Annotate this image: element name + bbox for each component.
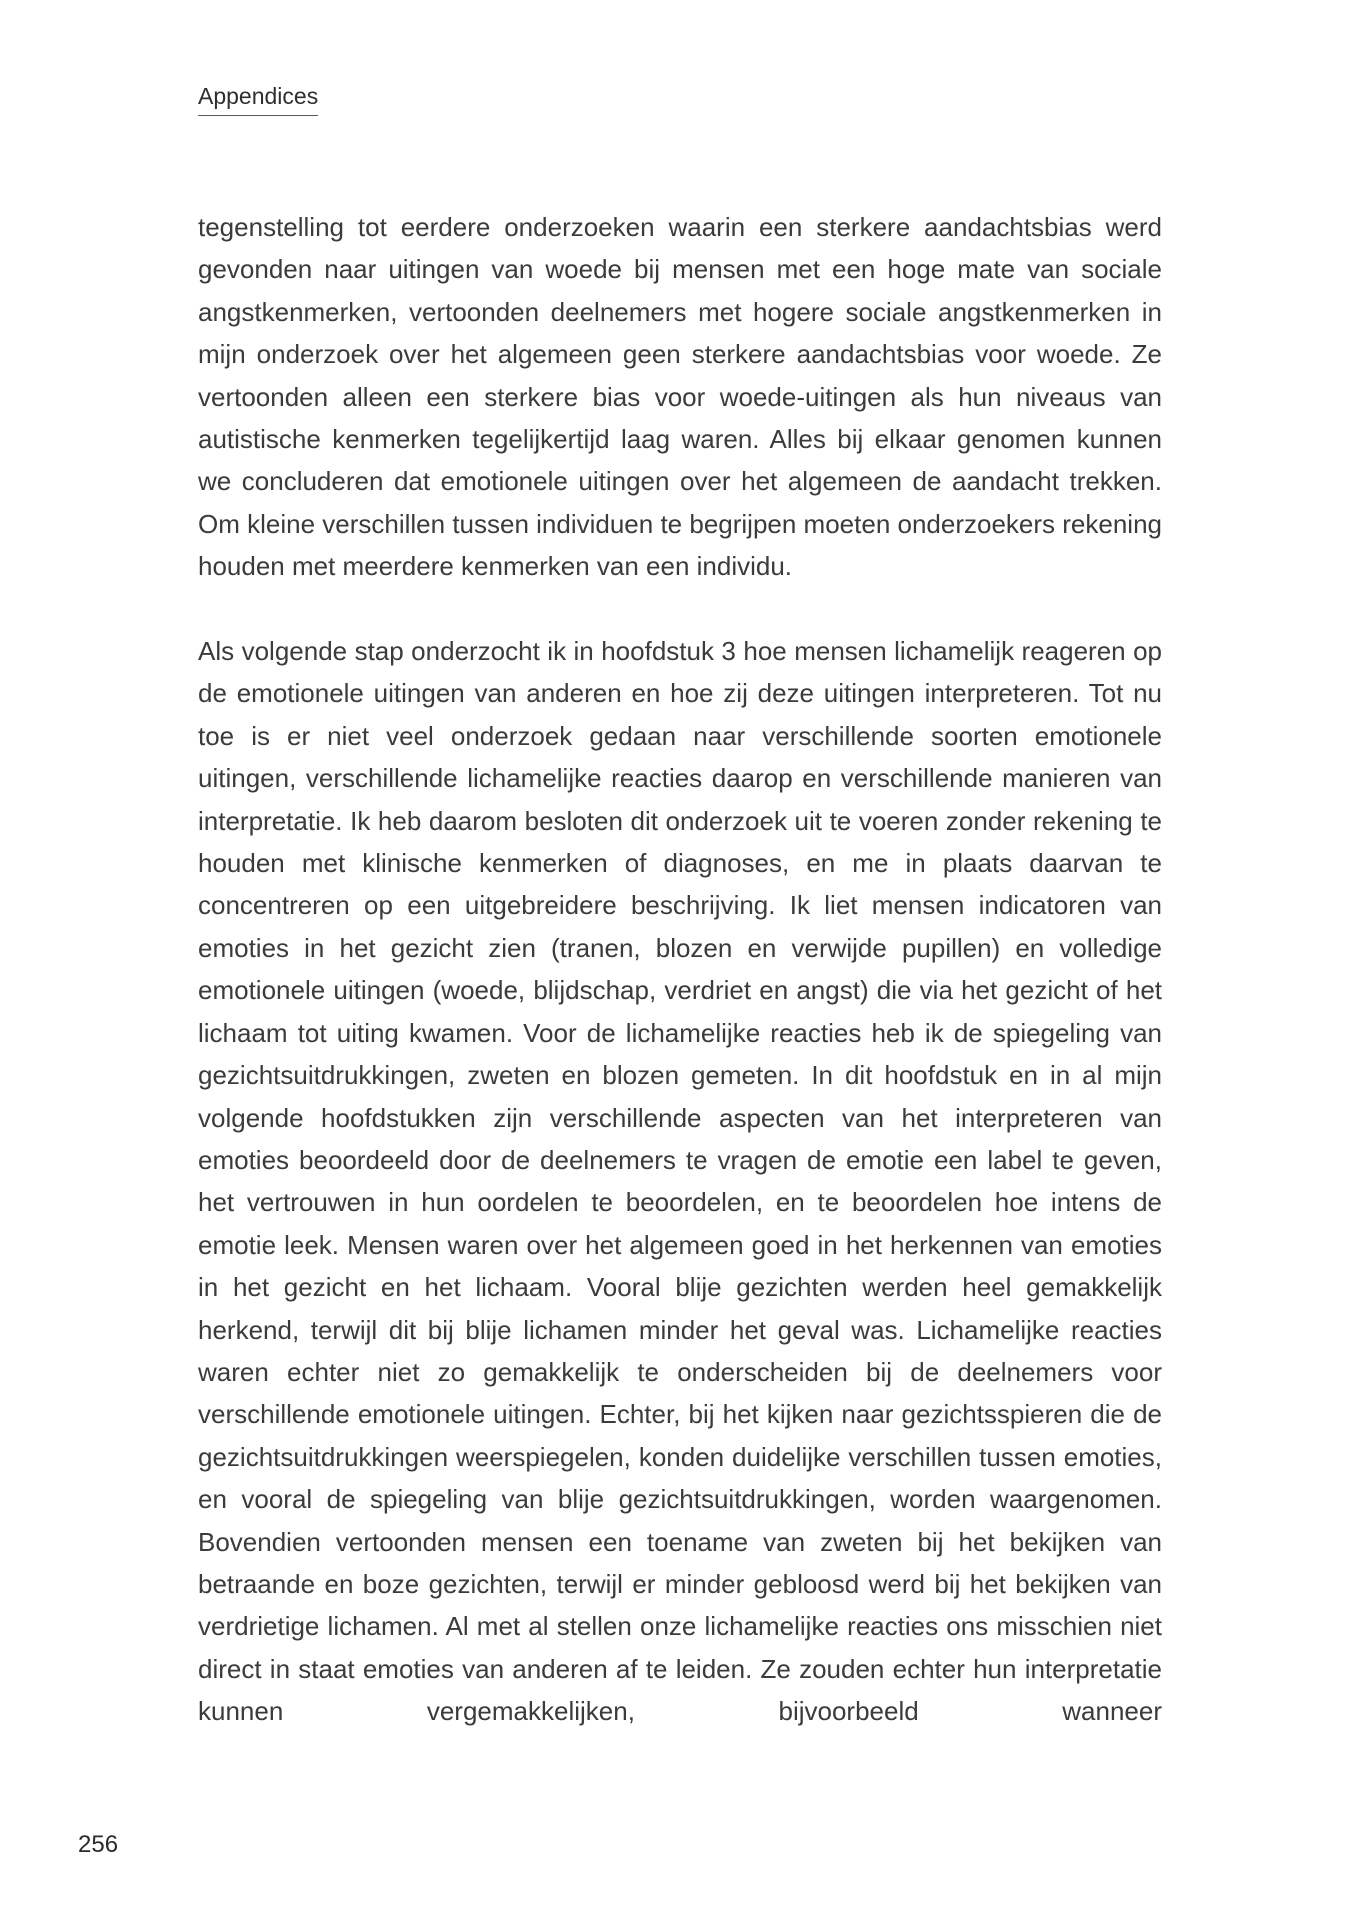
page-number: 256 bbox=[78, 1831, 119, 1858]
body-text bbox=[198, 206, 1162, 1733]
paragraph-1: tegenstelling tot eerdere onderzoeken waarin een sterkere aandachtsbias werd gevonden naar uitingen van woede bij mensen met een hoge mate van sociale angstkenmerken, vertoonden deelnemers met hogere sociale angstkenmerken in mijn onderzoek over het algemeen geen sterkere aandachtsbias voor woede. Ze vertoonden alleen een sterkere bias voor woede-uitingen als hun niveaus van autistische kenmerken tegelijkertijd laag waren. Alles bij elkaar genomen kunnen we concluderen dat emotionele uitingen over het algemeen de aandacht trekken. Om kleine verschillen tussen individuen te begrijpen moeten onderzoekers rekening houden met meerdere kenmerken van een individu. bbox=[198, 212, 1162, 582]
running-header: Appendices bbox=[198, 82, 318, 116]
paragraph-2: Als volgende stap onderzocht ik in hoofdstuk 3 hoe mensen lichamelijk reageren op de emotionele uitingen van anderen en hoe zij deze uitingen interpreteren. Tot nu toe is er niet veel onderzoek gedaan naar verschillende soorten emotionele uitingen, verschillende lichamelijke reacties daarop en verschillende manieren van interpretatie. Ik heb daarom besloten dit onderzoek uit te voeren zonder rekening te houden met klinische kenmerken of diagnoses, en me in plaats daarvan te concentreren op een uitgebreidere beschrijving. Ik liet mensen indicatoren van emoties in het gezicht zien (tranen, blozen en verwijde pupillen) en volledige emotionele uitingen (woede, blijdschap, verdriet en angst) die via het gezicht of het lichaam tot uiting kwamen. Voor de lichamelijke reacties heb ik de spiegeling van gezichtsuitdrukkingen, zweten en blozen gemeten. In dit hoofdstuk en in al mijn volgende hoofdstukken zijn verschillende aspecten van het interpreteren van emoties beoordeeld door de deelnemers te vragen de emotie een label te geven, het vertrouwen in hun oordelen te beoordelen, en te beoordelen hoe intens de emotie leek. Mensen waren over het algemeen goed in het herkennen van emoties in het gezicht en het lichaam. Vooral blije gezichten werden heel gemakkelijk herkend, terwijl dit bij blije lichamen minder het geval was. Lichamelijke reacties waren echter niet zo gemakkelijk te onderscheiden bij de deelnemers voor verschillende emotionele uitingen. Echter, bij het kijken naar gezichtsspieren die de gezichtsuitdrukkingen weerspiegelen, konden duidelijke verschillen tussen emoties, en vooral de spiegeling van blije gezichtsuitdrukkingen, worden waargenomen. Bovendien vertoonden mensen een toename van zweten bij het bekijken van betraande en boze gezichten, terwijl er minder gebloosd werd bij het bekijken van verdrietige lichamen. Al met al stellen onze lichamelijke reacties ons misschien niet direct in staat emoties van anderen af te leiden. Ze zouden echter hun interpretatie kunnen vergemakkelijken, bijvoorbeeld wanneer bbox=[198, 636, 1162, 1727]
